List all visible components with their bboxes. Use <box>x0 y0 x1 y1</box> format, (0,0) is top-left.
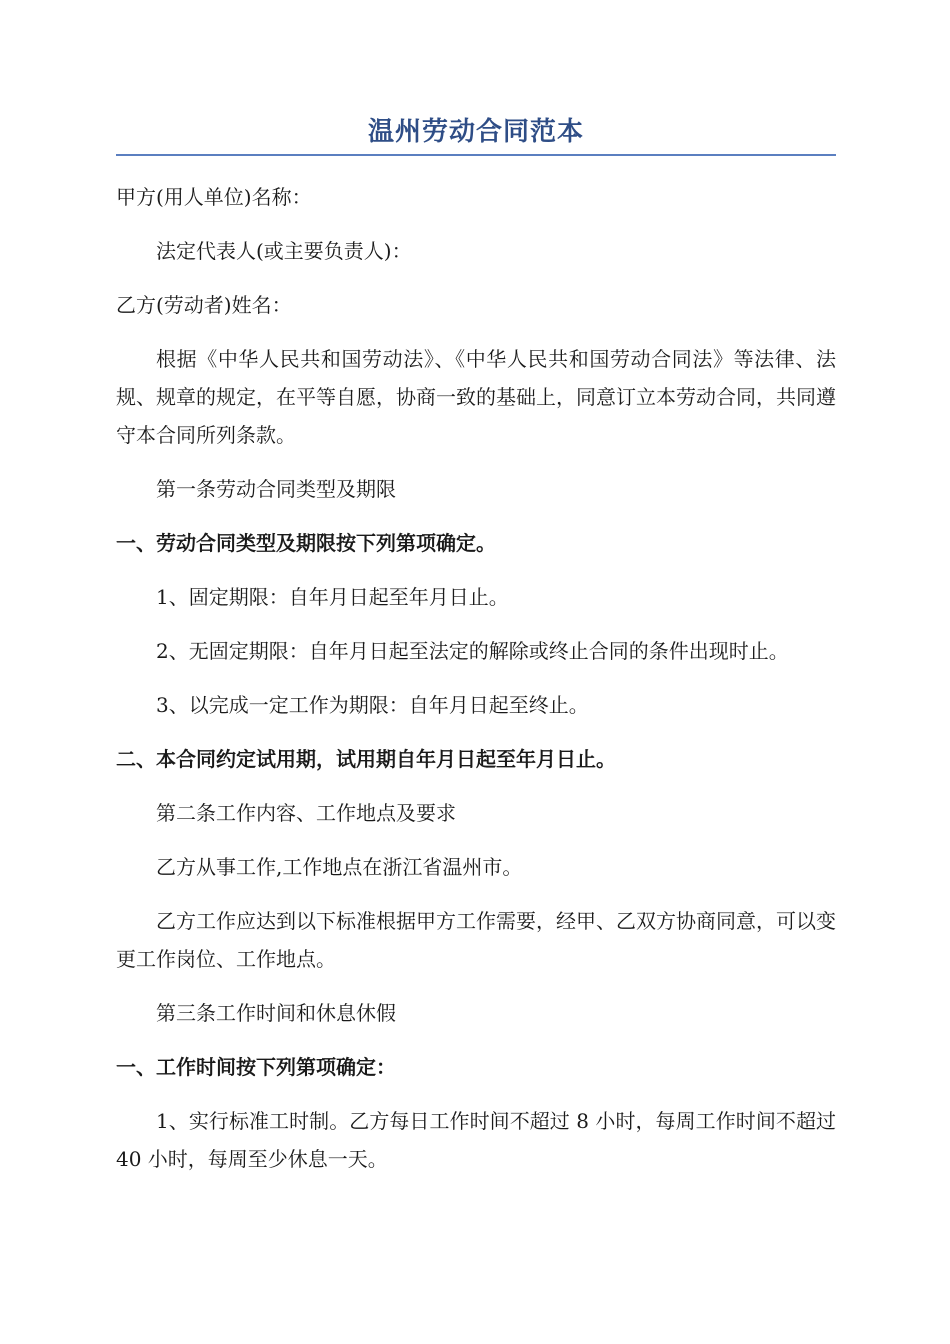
document-page <box>116 112 836 1194</box>
article-1-item-3: 3、以完成一定工作为期限：自年月日起至终止。 <box>156 693 589 717</box>
article-1-section-1: 一、劳动合同类型及期限按下列第项确定。 <box>116 531 496 555</box>
party-b-name: 乙方(劳动者)姓名： <box>116 293 292 317</box>
article-2-requirements: 乙方工作应达到以下标准根据甲方工作需要，经甲、乙双方协商同意，可以变更工作岗位、工作地点。 <box>116 909 836 971</box>
article-3-heading: 第三条工作时间和休息休假 <box>156 1001 396 1025</box>
article-1-item-1: 1、固定期限：自年月日起至年月日止。 <box>156 585 509 609</box>
article-3-item-1: 1、实行标准工时制。乙方每日工作时间不超过 8 小时，每周工作时间不超过 40 小时，每周至少休息一天。 <box>116 1109 836 1171</box>
party-a-name: 甲方(用人单位)名称： <box>116 185 312 209</box>
article-2-heading: 第二条工作内容、工作地点及要求 <box>156 801 456 825</box>
article-2-workplace: 乙方从事工作,工作地点在浙江省温州市。 <box>156 855 523 879</box>
article-1-section-2: 二、本合同约定试用期，试用期自年月日起至年月日止。 <box>116 747 616 771</box>
legal-representative: 法定代表人(或主要负责人)： <box>156 239 412 263</box>
article-1-item-2: 2、无固定期限：自年月日起至法定的解除或终止合同的条件出现时止。 <box>156 639 789 663</box>
preamble-paragraph: 根据《中华人民共和国劳动法》、《中华人民共和国劳动合同法》等法律、法规、规章的规定，在平等自愿，协商一致的基础上，同意订立本劳动合同，共同遵守本合同所列条款。 <box>116 347 836 447</box>
document-title: 温州劳动合同范本 <box>367 117 584 147</box>
article-3-section-1: 一、工作时间按下列第项确定： <box>116 1055 396 1079</box>
title-underline <box>116 154 836 156</box>
article-1-heading: 第一条劳动合同类型及期限 <box>156 477 396 501</box>
